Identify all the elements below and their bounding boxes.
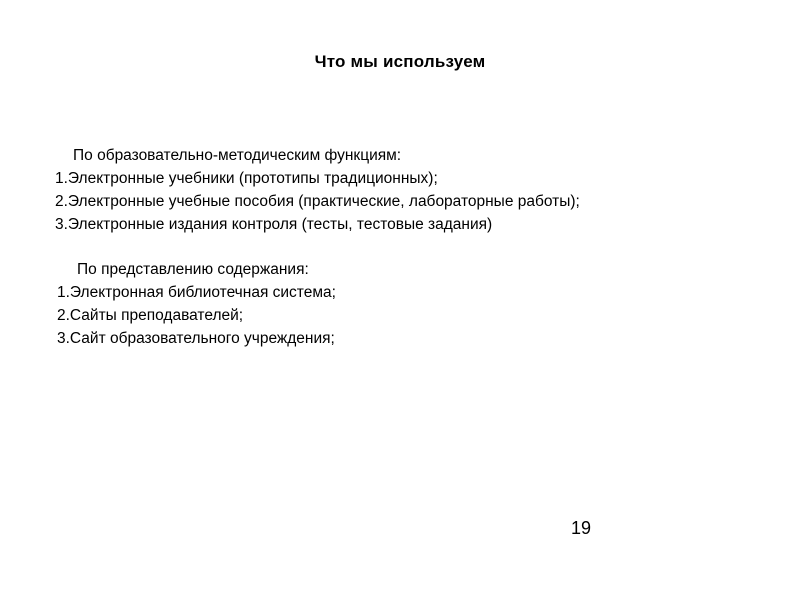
list-item: 3.Электронные издания контроля (тесты, тестовые задания) [55, 216, 493, 233]
list-item: 3.Сайт образовательного учреждения; [57, 330, 335, 347]
section-heading: По представлению содержания: [77, 261, 309, 278]
list-item: 1.Электронная библиотечная система; [57, 284, 336, 301]
list-item: 2.Электронные учебные пособия (практические, лабораторные работы); [55, 193, 580, 210]
section-educational-methodical [55, 144, 580, 236]
section-content-presentation [55, 258, 336, 350]
list-item: 1.Электронные учебники (прототипы традиционных); [55, 170, 438, 187]
page-number: 19 [571, 518, 592, 538]
slide-title: Что мы используем [314, 52, 486, 71]
section-heading: По образовательно-методическим функциям: [73, 147, 402, 164]
list-item: 2.Сайты преподавателей; [57, 307, 244, 324]
